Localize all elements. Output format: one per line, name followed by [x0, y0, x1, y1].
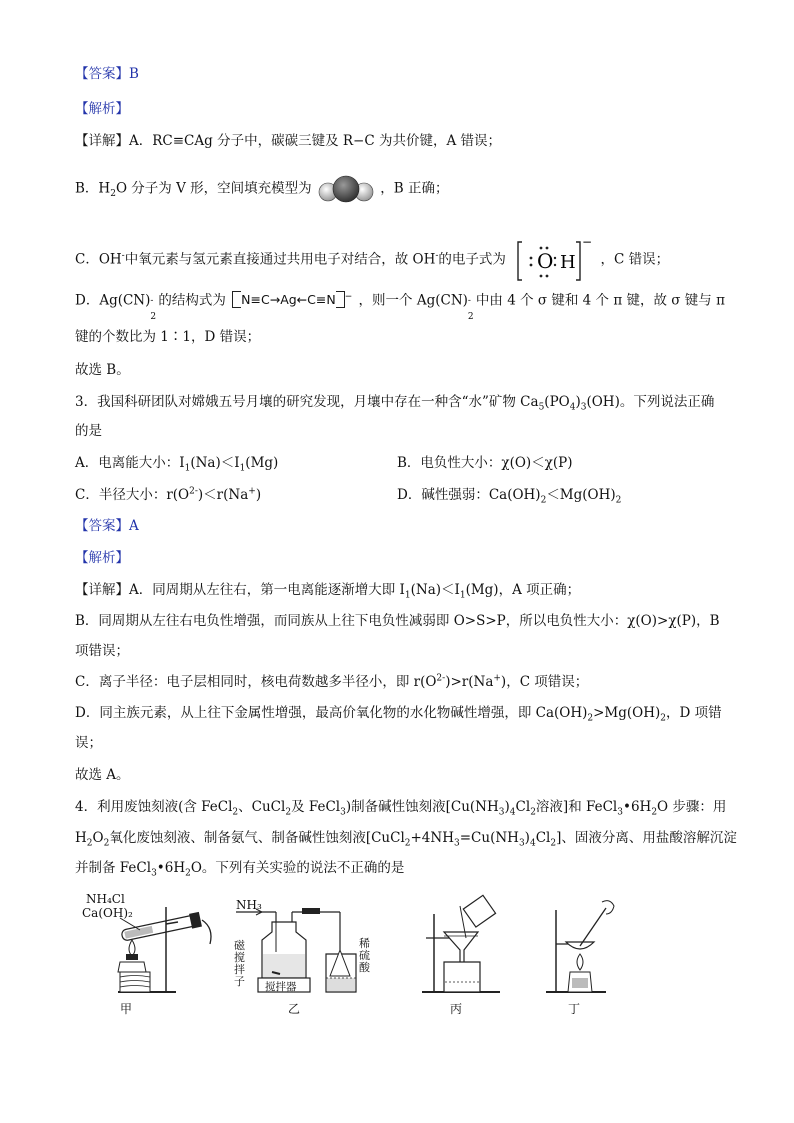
cyanide-structure: N≡C→Ag←C≡N −	[232, 290, 352, 312]
answer-label-3: 【答案】A	[75, 518, 139, 534]
question-3-stem-cont: 的是	[75, 423, 102, 439]
apparatus-yi	[232, 892, 372, 1017]
detail3-line-d2: 误；	[75, 735, 102, 751]
caption-ding: 丁	[568, 1002, 581, 1016]
label-stir-bar: 磁 搅 拌 子	[234, 939, 245, 988]
question-4-stem-2: $H_2O_2$氧化废蚀刻液、制备氨气、制备碱性蚀刻液$[CuCl_2+4NH_3=Cu(NH_3)_4Cl_2]$、固液分离、用盐酸溶解沉淀	[75, 830, 737, 849]
label-stirrer: 搅拌器	[265, 981, 297, 993]
detail-line-a: 【详解】A．RC≡CAg 分子中，碳碳三键及 R−C 为共价键，A 错误；	[75, 133, 501, 149]
question-4-stem-1: 4．利用废蚀刻液(含 FeCl$_2$、CuCl$_2$及 FeCl$_3$)制备碱性蚀刻液[$Cu(NH_3)_4Cl_2$溶液]和 $FeCl_3•6H_2O$ 步骤：用	[75, 799, 727, 818]
detail-line-c: C．OH-中氧元素与氢元素直接通过共用电子对结合，故 OH-的电子式为 O H − ，C 错误；	[75, 238, 669, 282]
apparatus-jia	[82, 892, 222, 1017]
detail3-line-c: C．离子半径：电子层相同时，核电荷数越多半径小，即 $r(O^{2-})>r(Na^+)$，C 项错误；	[75, 673, 589, 690]
label-caoh2: Ca(OH)₂	[82, 906, 133, 920]
detail3-line-d: D．同主族元素，从上往下金属性增强，最高价氧化物的水化物碱性增强，即 $Ca(OH)_2>Mg(OH)_2$，D 项错	[75, 705, 722, 724]
caption-bing: 丙	[450, 1002, 463, 1016]
lewis-h: H	[560, 252, 576, 273]
water-model-icon	[316, 176, 376, 204]
detail3-line-b: B．同周期从左往右电负性增强，而同族从上往下电负性减弱即 O>S>P，所以电负性大小：χ(O)>χ(P)，B	[75, 613, 720, 629]
caption-jia: 甲	[120, 1002, 133, 1016]
hydroxide-lewis-structure	[516, 235, 593, 282]
question-4-stem-3: 并制备 $FeCl_3•6H_2O$。下列有关实验的说法不正确的是	[75, 860, 405, 879]
lewis-charge: −	[582, 235, 593, 249]
answer-label: 【答案】B	[75, 66, 139, 82]
option-b: B．电负性大小：χ(O)＜χ(P)	[397, 455, 573, 471]
detail-line-d: D．Ag(CN) - 2 的结构式为 N≡C→Ag←C≡N − ，则一个 Ag(CN) - 2 中由 4 个 σ 键和 4 个 π 键，故 σ 键与 π	[75, 291, 725, 322]
caption-yi: 乙	[288, 1002, 301, 1016]
conclusion-3: 故选 A。	[75, 767, 130, 783]
detail-line-b: B．$H_2O$ 分子为 V 形，空间填充模型为 ，B 正确；	[75, 176, 448, 202]
analysis-label: 【解析】	[75, 101, 129, 117]
space-filling-model	[316, 176, 376, 202]
analysis-label-3: 【解析】	[75, 550, 129, 566]
detail3-line-b2: 项错误；	[75, 643, 129, 659]
lewis-o: O	[537, 249, 554, 273]
label-dilute-h2so4: 稀 硫 酸	[359, 937, 370, 974]
detail-line-e: 键的个数比为 1∶1，D 错误；	[75, 329, 261, 345]
option-d: D．碱性强弱：$Ca(OH)_2<Mg(OH)_2$	[397, 487, 622, 506]
apparatus-ding	[540, 892, 650, 1017]
option-a: A．电离能大小：$I_1(Na)<I_1(Mg)$	[75, 455, 279, 474]
conclusion-2: 故选 B。	[75, 362, 130, 378]
question-3-stem: 3．我国科研团队对嫦娥五号月壤的研究发现，月壤中存在一种含“水”矿物 $Ca_5(PO_4)_3(OH)$。下列说法正确	[75, 394, 715, 413]
label-nh4cl: NH₄Cl	[86, 892, 125, 906]
label-nh3: NH₃	[236, 898, 262, 912]
detail3-line-a: 【详解】A．同周期从左往右，第一电离能逐渐增大即 $I_1(Na)<I_1(Mg)$，A 项正确；	[75, 582, 581, 601]
apparatus-bing	[414, 892, 524, 1017]
option-c: C．半径大小：$r(O^{2-})<r(Na^+)$	[75, 486, 262, 503]
